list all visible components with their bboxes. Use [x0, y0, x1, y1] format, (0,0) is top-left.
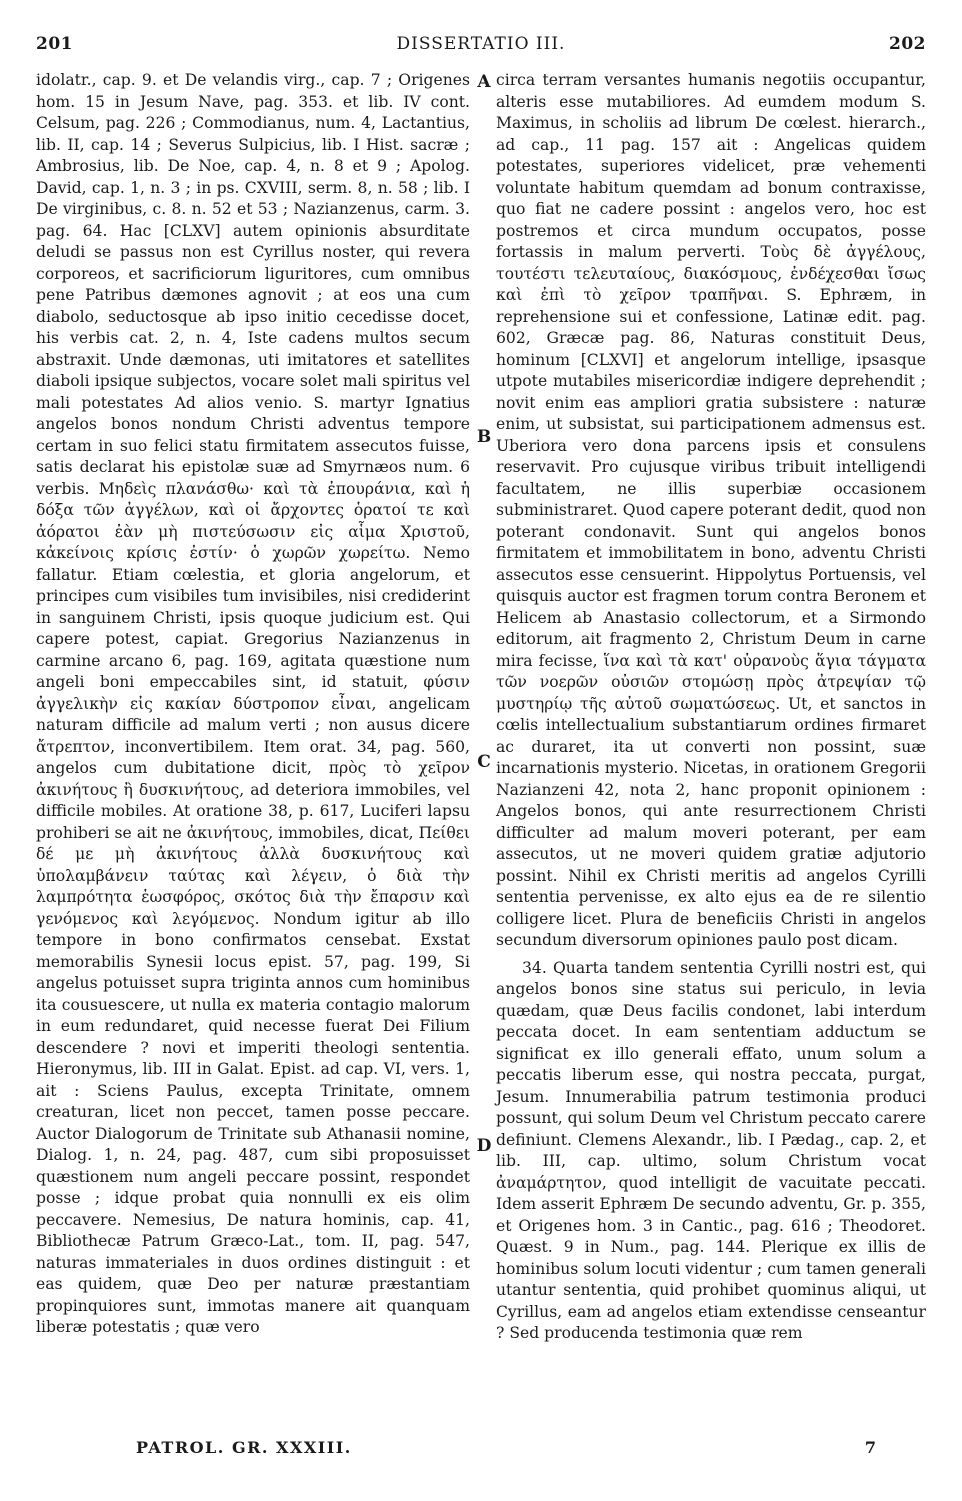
page-footer — [36, 1438, 926, 1464]
running-title: DISSERTATIO III. — [396, 34, 566, 54]
margin-marker-a: A — [477, 72, 491, 92]
page-number-right: 202 — [889, 34, 926, 54]
margin-marker-b: B — [476, 427, 492, 447]
margin-marker-d: D — [476, 1136, 492, 1156]
margin-marker-c: C — [477, 752, 491, 772]
left-paragraph-1: idolatr., cap. 9. et De velandis virg., cap. 7 ; Origenes hom. 15 in Jesum Nave, pag. 353. et lib. IV cont. Celsum, pag. 226 ; Commodianus, num. 4, Lactantius, lib. II, cap. 14 ; Severus Sulpicius, lib. I Hist. sacræ ; Ambrosius, lib. De Noe, cap. 4, n. 8 et 9 ; Apolog. David, cap. 1, n. 3 ; in ps. CXVIII, serm. 8, n. 58 ; lib. I De virginibus, c. 8. n. 52 et 53 ; Nazianzenus, carm. 3. pag. 64. Hac [CLXV] autem opinionis absurditate deludi se passus non est Cyrillus noster, qui revera corporeos, et sacrificiorum liguritores, cum omnibus pene Patribus dæmones agnovit ; at eos una cum diabolo, seductosque ab ipso initio cecedisse docet, his verbis cat. 2, n. 4, Iste cadens multos secum abstraxit. Unde dæmonas, uti imitatores et satellites diaboli ipsique subjectos, vocare solet mali spiritus vel mali potestates Ad alios venio. S. martyr Ignatius angelos bonos nondum Christi adventus tempore certam in suo felici statu firmitatem assecutos fuisse, satis declarat his epistolæ suæ ad Smyrnæos num. 6 verbis. Μηδεὶς πλανάσθω· καὶ τὰ ἐπουράνια, καὶ ἡ δόξα τῶν ἀγγέλων, καὶ οἱ ἄρχοντες ὁρατοί τε καὶ ἀόρατοι ἐὰν μὴ πιστεύσωσιν εἰς αἷμα Χριστοῦ, κἀκείνοις κρίσις ἐστίν· ὁ χωρῶν χωρείτω. Nemo fallatur. Etiam cœlestia, et gloria angelorum, et principes cum visibiles tum invisibiles, nisi crediderint in sanguinem Christi, ipsis quoque judicium est. Qui capere potest, capiat. Gregorius Nazianzenus in carmine arcano 6, pag. 169, agitata quæstione num angeli boni empeccabiles sint, id statuit, φύσιν ἀγγελικὴν εἰς κακίαν δύστροπον εἶναι, angelicam naturam difficile ad malum verti ; non ausus dicere ἄτρεπτον, inconvertibilem. Item orat. 34, pag. 560, angelos cum dubitatione dicit, πρὸς τὸ χεῖρον ἀκινήτους ἢ δυσκινήτους, ad deteriora immobiles, vel difficile mobiles. At oratione 38, p. 617, Luciferi lapsu prohiberi se ait ne ἀκινήτους, immobiles, dicat, Πείθει δέ με μὴ ἀκινήτους ἀλλὰ δυσκινήτους καὶ ὑπολαμβάνειν ταύτας καὶ λέγειν, ὁ διὰ τὴν λαμπρότητα ἑωσφόρος, σκότος διὰ τὴν ἔπαρσιν καὶ γενόμενος καὶ λεγόμενος. Nondum igitur ab illo tempore in bono confirmatos censebat. Exstat memorabilis Synesii locus epist. 57, pag. 199, Si angelus potuisset supra triginta annos cum hominibus ita cousuescere, ut nulla ex materia contagio malorum in eum redundaret, quid necesse fuerat Dei Filium descendere ? novi et imperiti theologi sententia. Hieronymus, lib. III in Galat. Epist. ad cap. VI, vers. 1, ait : Sciens Paulus, excepta Trinitate, omnem creaturan, licet non peccet, tamen posse peccare. Auctor Dialogorum de Trinitate sub Athanasii nomine, Dialog. 1, n. 24, pag. 487, cum sibi proposuisset quæstionem num angeli peccare possint, respondet posse ; idque probat quia nonnulli ex eis olim peccavere. Nemesius, De natura hominis, cap. 41, Bibliothecæ Patrum Græco-Lat., tom. II, pag. 547, naturas immateriales in duos ordines distinguit : et eas quidem, quæ Deo per naturæ præstantiam propinquiores sunt, immotas manere ait quanquam liberæ potestatis ; quæ vero — [36, 71, 470, 1336]
right-column — [496, 70, 926, 1345]
right-paragraph-2: 34. Quarta tandem sententia Cyrilli nostri est, qui angelos bonos sine status sui periculo, in levia quædam, quæ Deus facilis condonet, labi interdum peccata docet. In eam sententiam adductum se significat ex illo generali effato, unum solum a peccatis liberum esse, qui nostra peccata, purgat, Jesum. Innumerabilia patrum testimonia produci possunt, qui solum Deum vel Christum peccato carere definiunt. Clemens Alexandr., lib. I Pædag., cap. 2, et lib. III, cap. ultimo, solum Christum vocat ἀναμάρτητον, quod intelligit de vacuitate peccati. Idem asserit Ephræm De secundo adventu, Gr. p. 355, et Origenes hom. 3 in Cantic., pag. 616 ; Theodoret. Quæst. 9 in Num., pag. 144. Plerique ex illis de hominibus solum locuti videntur ; cum tamen generali utantur sententia, quid prohibet quominus aliqui, ut Cyrillus, eam ad angelos etiam extendisse censeantur ? Sed producenda testimonia quæ rem — [496, 958, 926, 1342]
footer-volume: PATROL. GR. XXXIII. — [136, 1438, 352, 1457]
right-paragraph-1: circa terram versantes humanis negotiis occupantur, alteris esse mutabiliores. Ad eumdem modum S. Maximus, in scholiis ad librum De cœlest. hierarch., ad cap., 11 pag. 157 ait : Angelicas quidem potestates, superiores videlicet, præ vehementi voluntate habitum quemdam ad bonum contraxisse, quo fiat ne cadere possint : angelos vero, hoc est postremos et circa mundum occupatos, posse fortassis in malum perverti. Τοὺς δὲ ἀγγέλους, τουτέστι τελευταίους, διακόσμους, ἐνδέχεσθαι ἴσως καὶ ἐπὶ τὸ χεῖρον τραπῆναι. S. Ephræm, in reprehensione sui et confessione, Latinæ edit. pag. 602, Græcæ pag. 86, Naturas constituit Deus, hominum [CLXVI] et angelorum intellige, ipsasque utpote mutabiles misericordiæ indigere deprehendit ; novit enim eas ampliori gratia subsistere : naturæ enim, ut subsistat, sui participationem admensus est. Uberiora vero dona parcens ipsis et consulens reservavit. Pro cujusque viribus tribuit intelligendi facultatem, ne illis superbiæ occasionem subministraret. Quod capere poterant dedit, quod non poterant condonavit. Sunt qui angelos bonos firmitatem et immobilitatem in bono, adventu Christi assecutos esse censuerint. Hippolytus Portuensis, vel quisquis auctor est fragmen torum contra Beronem et Helicem ab Anastasio collectorum, et a Sirmondo editorum, ait fragmento 2, Christum Deum in carne mira fecisse, ἵνα καὶ τὰ κατ' οὐρανοὺς ἅγια τάγματα τῶν νοερῶν οὐσιῶν στομώσῃ πρὸς ἀτρεψίαν τῷ μυστηρίῳ τῆς αὐτοῦ σωματώσεως. Ut, et sanctos in cœlis intellectualium substantiarum ordines firmaret ac duraret, ita ut converti non possint, suæ incarnationis mysterio. Nicetas, in orationem Gregorii Nazianzeni 42, nota 2, hanc proponit opinionem : Angelos bonos, qui ante resurrectionem Christi difficulter ad malum moveri poterant, per eam assecutos, ut ne moveri quidem gratiæ adjutorio possint. Nihil ex Christi meritis ad angelos Cyrilli sententia pervenisse, ex alto ejus ea de re silentio colligere licet. Plura de beneficiis Christi in angelos secundum diversorum opiniones paulo post dicam. — [496, 71, 926, 949]
footer-signature: 7 — [864, 1438, 876, 1457]
running-header — [36, 34, 926, 60]
page-number-left: 201 — [36, 34, 73, 54]
left-column — [36, 70, 470, 1339]
